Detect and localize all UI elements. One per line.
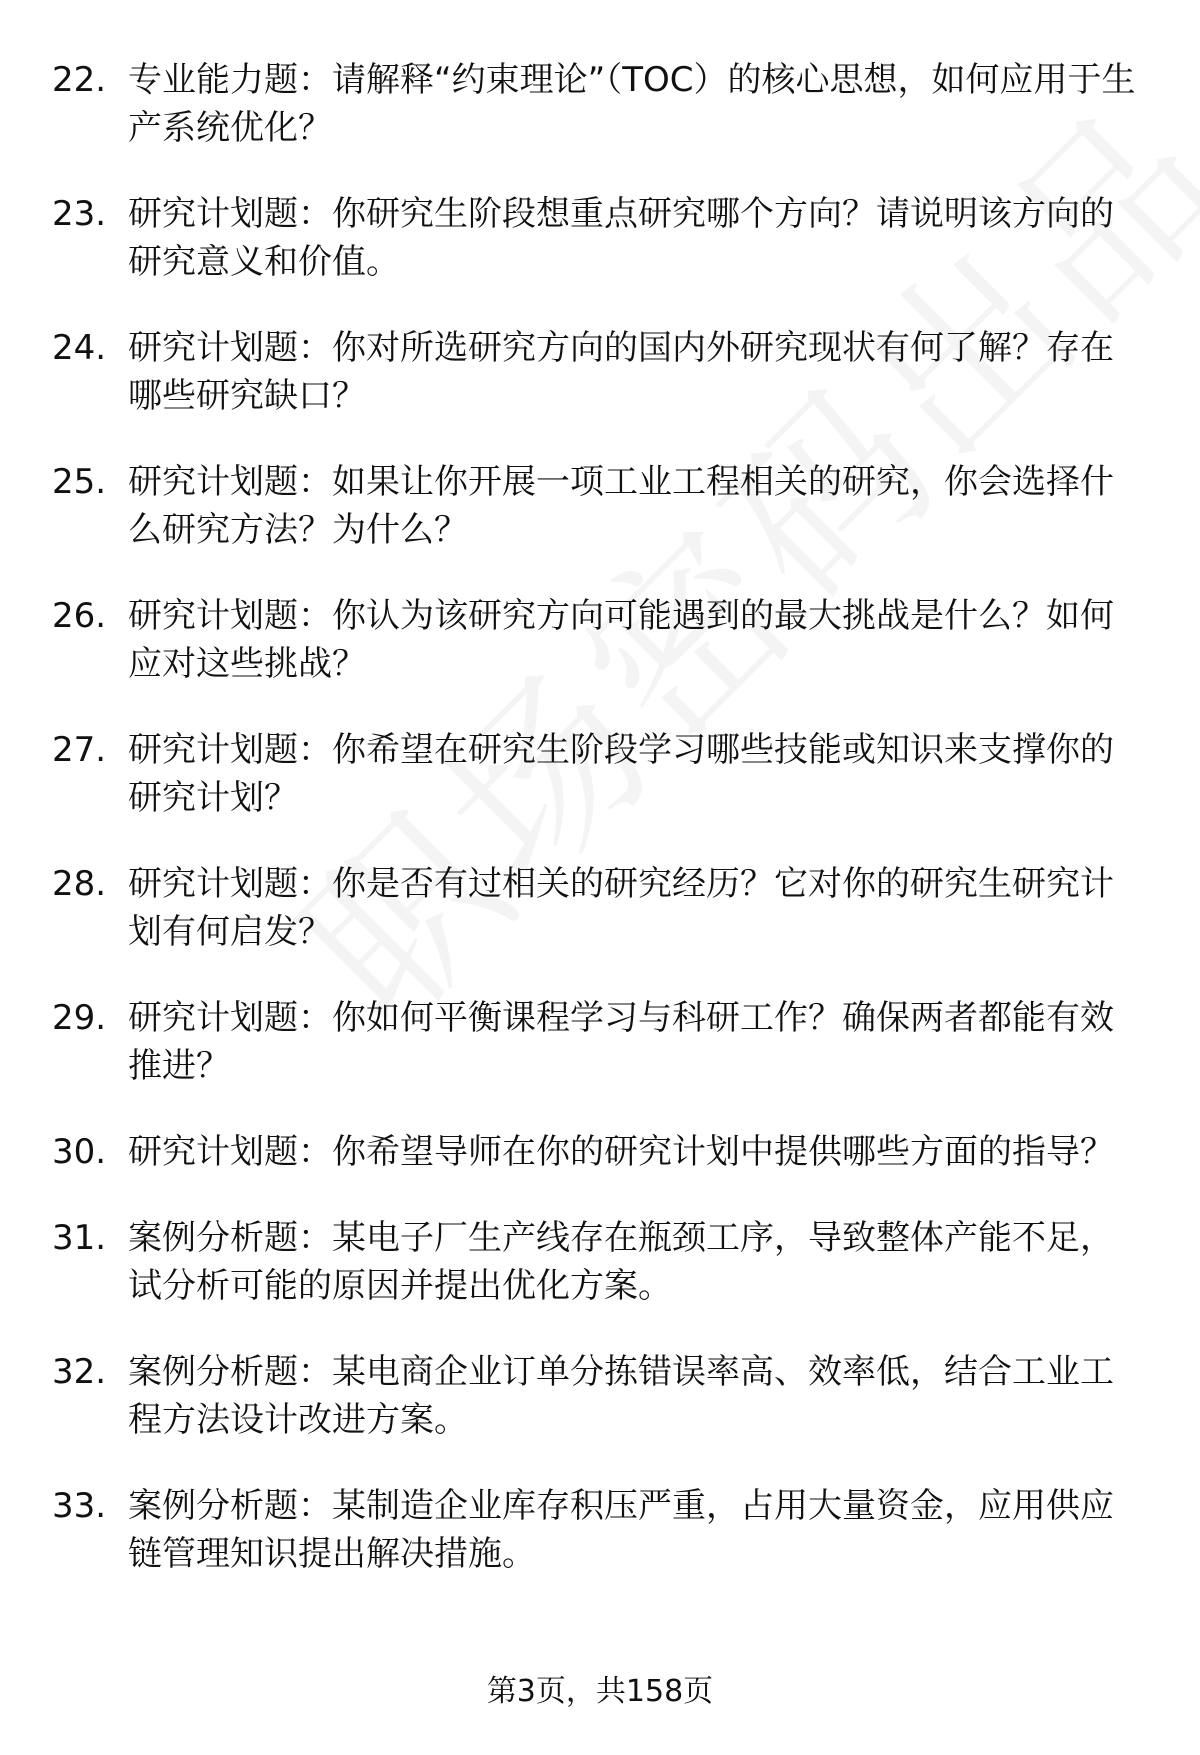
question-number: 25. [52,462,107,502]
list-item [52,458,1152,554]
question-number: 23. [52,194,107,234]
question-number: 29. [52,998,107,1038]
question-number: 31. [52,1218,107,1258]
list-item [52,592,1152,688]
list-item [52,994,1152,1090]
question-number: 28. [52,864,107,904]
list-item [52,1482,1152,1578]
question-number: 32. [52,1352,107,1392]
question-text: 研究计划题：如果让你开展一项工业工程相关的研究，你会选择什么研究方法？为什么？ [128,462,1114,550]
question-text: 案例分析题：某电商企业订单分拣错误率高、效率低，结合工业工程方法设计改进方案。 [128,1352,1114,1440]
list-item [52,324,1152,420]
question-text: 案例分析题：某制造企业库存积压严重，占用大量资金，应用供应链管理知识提出解决措施。 [128,1486,1114,1574]
question-text: 研究计划题：你研究生阶段想重点研究哪个方向？请说明该方向的研究意义和价值。 [128,194,1114,282]
question-text: 研究计划题：你如何平衡课程学习与科研工作？确保两者都能有效推进？ [128,998,1114,1086]
list-item [52,860,1152,956]
question-text: 研究计划题：你希望在研究生阶段学习哪些技能或知识来支撑你的研究计划？ [128,730,1114,818]
question-number: 30. [52,1132,107,1172]
question-list [52,56,1152,1616]
question-text: 研究计划题：你是否有过相关的研究经历？它对你的研究生研究计划有何启发？ [128,864,1114,952]
page-number-footer: 第3页，共158页 [486,1674,714,1709]
question-number: 27. [52,730,107,770]
question-number: 22. [52,60,107,100]
list-item [52,56,1152,152]
question-number: 26. [52,596,107,636]
question-text: 研究计划题：你认为该研究方向可能遇到的最大挑战是什么？如何应对这些挑战？ [128,596,1114,684]
question-text: 案例分析题：某电子厂生产线存在瓶颈工序，导致整体产能不足，试分析可能的原因并提出优化方案。 [128,1218,1114,1306]
list-item [52,190,1152,286]
question-number: 33. [52,1486,107,1526]
question-number: 24. [52,328,107,368]
question-text: 研究计划题：你希望导师在你的研究计划中提供哪些方面的指导？ [128,1132,1114,1172]
list-item [52,1214,1152,1310]
list-item [52,1128,1152,1176]
list-item [52,1348,1152,1444]
question-text: 研究计划题：你对所选研究方向的国内外研究现状有何了解？存在哪些研究缺口？ [128,328,1114,416]
list-item [52,726,1152,822]
question-text: 专业能力题：请解释“约束理论”（TOC）的核心思想，如何应用于生产系统优化？ [128,60,1136,148]
